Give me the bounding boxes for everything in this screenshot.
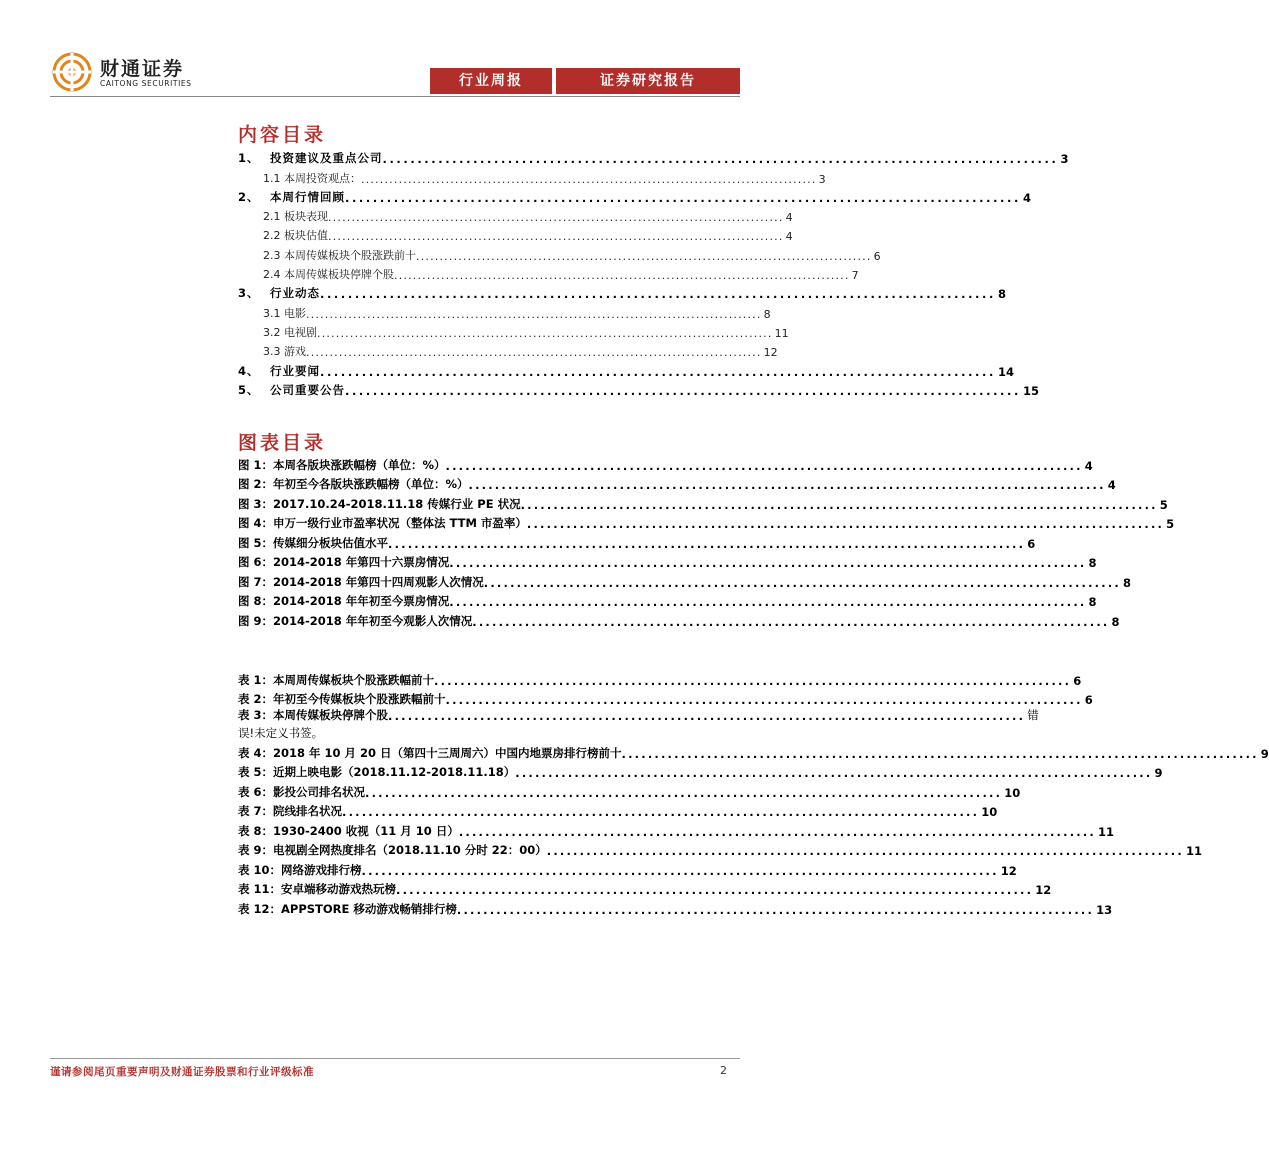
toc-item-text: 1.1 本周投资观点： xyxy=(263,171,361,185)
table-item-page: 6 xyxy=(1084,693,1093,707)
table-item[interactable]: 表 8：1930-2400 收视（11 月 10 日） ................................................................................................. 11 xyxy=(238,823,1114,839)
toc-item-number: 2、 xyxy=(238,189,260,204)
toc-item[interactable]: 5、 公司重要公告 ................................................................................................. 15 xyxy=(238,382,1039,398)
toc-item-page: 4 xyxy=(1022,190,1031,205)
figure-item[interactable]: 图 5：传媒细分板块估值水平 ................................................................................................. 6 xyxy=(238,535,1036,551)
table-item-page: 11 xyxy=(1185,844,1202,858)
toc-item-number: 5、 xyxy=(238,382,260,397)
toc-item[interactable]: 2.1 板块表现 ................................................................................................. 4 xyxy=(263,210,793,225)
table-item-page: 9 xyxy=(1154,766,1163,780)
toc-item-text: 投资建议及重点公司 xyxy=(270,151,383,166)
table-item-text: 表 11：安卓端移动游戏热玩榜 xyxy=(238,882,397,896)
toc-item-page: 6 xyxy=(873,249,881,263)
figure-item[interactable]: 图 1：本周各版块涨跌幅榜（单位：%） ................................................................................................. 4 xyxy=(238,457,1093,473)
caitong-logo-icon xyxy=(52,52,92,92)
toc-item-number: 1、 xyxy=(238,151,260,166)
footer-disclaimer: 谨请参阅尾页重要声明及财通证券股票和行业评级标准 xyxy=(50,1066,314,1078)
page-header xyxy=(0,0,827,100)
toc-item-page: 14 xyxy=(997,364,1014,379)
table-item-text: 表 12：APPSTORE 移动游戏畅销排行榜 xyxy=(238,901,457,916)
toc-item-page: 4 xyxy=(785,211,793,225)
toc-item-text: 3.1 电影 xyxy=(263,306,306,320)
toc-item[interactable]: 3.3 游戏 ................................................................................................. 12 xyxy=(263,345,778,360)
toc-item-text: 2.4 本周传媒板块停牌个股 xyxy=(263,268,394,282)
toc-item-text: 行业要闻 xyxy=(270,363,320,378)
toc-item-text: 行业动态 xyxy=(270,286,320,301)
bookmark-error-text: 误!未定义书签。 xyxy=(238,726,324,740)
figure-item-text: 图 9：2014-2018 年年初至今观影人次情况 xyxy=(238,613,473,628)
toc-item-page: 3 xyxy=(1060,152,1069,167)
figure-item-text: 图 5：传媒细分板块估值水平 xyxy=(238,535,389,550)
toc-title: 内容目录 xyxy=(238,124,327,146)
toc-item[interactable]: 2.3 本周传媒板块个股涨跌前十 ................................................................................................. 6 xyxy=(263,248,881,263)
table-item-page: 10 xyxy=(1004,785,1021,800)
table-item-page: 错 xyxy=(1027,708,1039,722)
table-item[interactable]: 表 3：本周传媒板块停牌个股 ................................................................................................. 错 xyxy=(238,708,1039,723)
table-item-text: 表 6：影投公司排名状况 xyxy=(238,784,366,799)
tag-industry-weekly: 行业周报 xyxy=(430,68,552,94)
toc-item-page: 8 xyxy=(997,287,1006,302)
toc-item-page: 3 xyxy=(818,172,826,186)
table-item-text: 表 8：1930-2400 收视（11 月 10 日） xyxy=(238,823,459,838)
table-item-page: 12 xyxy=(1000,863,1017,878)
toc-item-text: 2.1 板块表现 xyxy=(263,210,328,224)
table-item-text: 表 3：本周传媒板块停牌个股 xyxy=(238,708,389,722)
figure-index-title: 图表目录 xyxy=(238,432,327,454)
figure-item-page: 8 xyxy=(1122,575,1131,590)
toc-item-page: 4 xyxy=(785,230,793,244)
figure-item[interactable]: 图 7：2014-2018 年第四十四周观影人次情况 ................................................................................................. 8 xyxy=(238,574,1131,590)
toc-item-text: 本周行情回顾 xyxy=(270,189,345,204)
table-item-page: 13 xyxy=(1096,902,1113,917)
table-item-page: 11 xyxy=(1097,824,1114,839)
table-item[interactable]: 表 7：院线排名状况 ................................................................................................. 10 xyxy=(238,804,998,819)
figure-item-text: 图 8：2014-2018 年年初至今票房情况 xyxy=(238,594,450,608)
figure-item-text: 图 4：申万一级行业市盈率状况（整体法 TTM 市盈率） xyxy=(238,516,527,530)
table-item[interactable]: 表 2：年初至今传媒板块个股涨跌幅前十 ................................................................................................. 6 xyxy=(238,692,1093,707)
table-item-page: 12 xyxy=(1035,883,1052,897)
toc-item[interactable]: 3、 行业动态 ................................................................................................. 8 xyxy=(238,286,1006,302)
figure-item-page: 6 xyxy=(1027,536,1036,551)
page-number: 2 xyxy=(720,1064,727,1077)
table-item[interactable]: 表 1：本周周传媒板块个股涨跌幅前十 ................................................................................................. 6 xyxy=(238,672,1082,688)
figure-item-page: 8 xyxy=(1088,556,1097,570)
toc-item-text: 公司重要公告 xyxy=(270,382,345,397)
toc-item-text: 3.2 电视剧 xyxy=(263,325,317,339)
figure-item-text: 图 3：2017.10.24-2018.11.18 传媒行业 PE 状况 xyxy=(238,496,521,511)
toc-item[interactable]: 4、 行业要闻 ................................................................................................. 14 xyxy=(238,363,1014,379)
figure-item[interactable]: 图 3：2017.10.24-2018.11.18 传媒行业 PE 状况 ................................................................................................. 5 xyxy=(238,496,1168,512)
footer-divider xyxy=(50,1058,740,1059)
header-divider xyxy=(50,96,740,97)
figure-item-text: 图 6：2014-2018 年第四十六票房情况 xyxy=(238,555,450,569)
toc-item[interactable]: 2、 本周行情回顾 ................................................................................................. 4 xyxy=(238,189,1031,205)
toc-item-page: 11 xyxy=(774,326,789,340)
toc-item-page: 8 xyxy=(763,307,771,321)
table-item[interactable]: 表 4：2018 年 10 月 20 日（第四十三周周六）中国内地票房排行榜前十 ................................................................................................. 9 xyxy=(238,745,1269,761)
figure-item[interactable]: 图 2：年初至今各版块涨跌幅榜（单位：%） ................................................................................................. 4 xyxy=(238,477,1116,492)
toc-item[interactable]: 2.4 本周传媒板块停牌个股 ................................................................................................. 7 xyxy=(263,268,859,283)
toc-item[interactable]: 2.2 板块估值 ................................................................................................. 4 xyxy=(263,229,793,244)
toc-item-number: 4、 xyxy=(238,363,260,378)
toc-item[interactable]: 1、 投资建议及重点公司 ................................................................................................. 3 xyxy=(238,151,1069,167)
figure-item[interactable]: 图 8：2014-2018 年年初至今票房情况 ................................................................................................. 8 xyxy=(238,594,1097,609)
toc-list xyxy=(238,147,1069,398)
table-item[interactable]: 表 6：影投公司排名状况 ................................................................................................. 10 xyxy=(238,784,1021,800)
figure-item-page: 4 xyxy=(1084,458,1093,473)
toc-item-text: 3.3 游戏 xyxy=(263,345,306,359)
figure-item-page: 5 xyxy=(1166,517,1175,531)
figure-item-page: 8 xyxy=(1111,614,1120,629)
figure-item-text: 图 2：年初至今各版块涨跌幅榜（单位：%） xyxy=(238,477,469,491)
figure-list xyxy=(238,453,1175,629)
table-item-page: 9 xyxy=(1260,746,1269,761)
table-list xyxy=(238,668,1269,917)
table-item[interactable]: 表 10：网络游戏排行榜 ................................................................................................. 12 xyxy=(238,862,1017,878)
figure-item-page: 4 xyxy=(1107,478,1116,492)
table-item-text: 表 2：年初至今传媒板块个股涨跌幅前十 xyxy=(238,692,446,706)
table-item[interactable]: 表 11：安卓端移动游戏热玩榜 ................................................................................................. 12 xyxy=(238,882,1052,897)
figure-item-page: 8 xyxy=(1088,595,1097,609)
table-item-page: 10 xyxy=(981,805,998,819)
table-item-text: 表 9：电视剧全网热度排名（2018.11.10 分时 22：00） xyxy=(238,843,547,857)
table-item[interactable]: 表 12：APPSTORE 移动游戏畅销排行榜 ................................................................................................. 13 xyxy=(238,901,1113,917)
toc-item-page: 15 xyxy=(1022,383,1039,398)
table-item-text: 表 7：院线排名状况 xyxy=(238,804,343,818)
company-logo xyxy=(52,54,212,94)
tag-research-report: 证券研究报告 xyxy=(556,68,740,94)
table-item-text: 表 10：网络游戏排行榜 xyxy=(238,862,362,877)
table-item-text: 表 4：2018 年 10 月 20 日（第四十三周周六）中国内地票房排行榜前十 xyxy=(238,745,622,760)
toc-item[interactable]: 3.2 电视剧 ................................................................................................. 11 xyxy=(263,325,789,340)
table-item-text: 表 1：本周周传媒板块个股涨跌幅前十 xyxy=(238,672,435,687)
table-item[interactable]: 表 5：近期上映电影（2018.11.12-2018.11.18） ................................................................................................. 9 xyxy=(238,765,1163,780)
logo-chinese-name: 财通证券 xyxy=(100,58,185,80)
table-item-page: 6 xyxy=(1073,673,1082,688)
figure-item-text: 图 7：2014-2018 年第四十四周观影人次情况 xyxy=(238,574,484,589)
table-item[interactable]: 表 9：电视剧全网热度排名（2018.11.10 分时 22：00） ................................................................................................. 11 xyxy=(238,843,1202,858)
toc-item-text: 2.2 板块估值 xyxy=(263,229,328,243)
toc-item-text: 2.3 本周传媒板块个股涨跌前十 xyxy=(263,248,416,262)
toc-item-page: 7 xyxy=(851,269,859,283)
figure-item[interactable]: 图 6：2014-2018 年第四十六票房情况 ................................................................................................. 8 xyxy=(238,555,1097,570)
logo-english-name: CAITONG SECURITIES xyxy=(100,79,192,88)
toc-item[interactable]: 3.1 电影 ................................................................................................. 8 xyxy=(263,306,771,321)
figure-item[interactable]: 图 9：2014-2018 年年初至今观影人次情况 ................................................................................................. 8 xyxy=(238,613,1120,629)
toc-item-page: 12 xyxy=(763,346,778,360)
toc-item[interactable]: 1.1 本周投资观点： ................................................................................................. 3 xyxy=(263,171,826,186)
figure-item-page: 5 xyxy=(1159,497,1168,512)
table-item-text: 表 5：近期上映电影（2018.11.12-2018.11.18） xyxy=(238,765,516,779)
figure-item[interactable]: 图 4：申万一级行业市盈率状况（整体法 TTM 市盈率） ................................................................................................. 5 xyxy=(238,516,1175,531)
figure-item-text: 图 1：本周各版块涨跌幅榜（单位：%） xyxy=(238,457,446,472)
toc-item-number: 3、 xyxy=(238,286,260,301)
